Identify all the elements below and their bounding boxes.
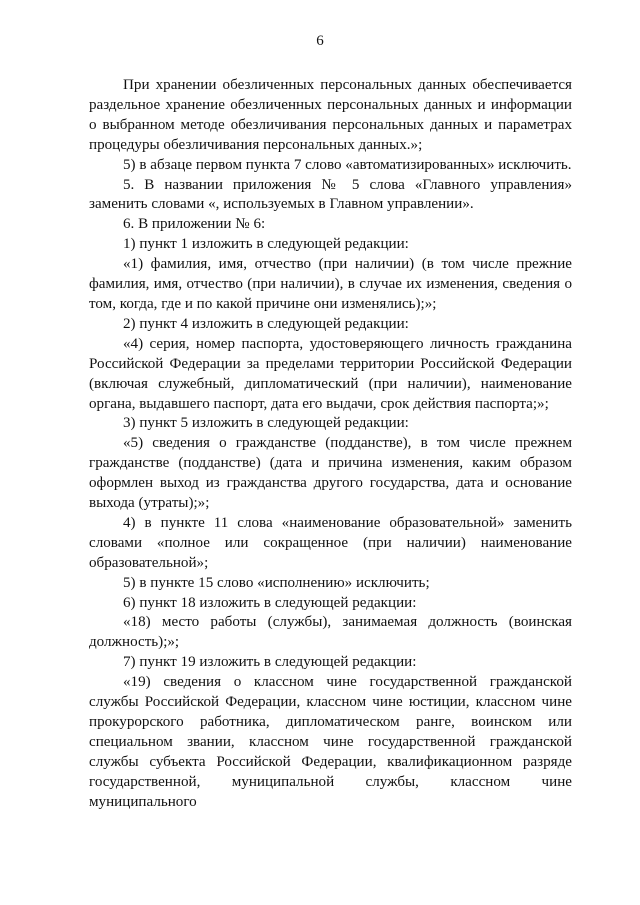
paragraph-item-18-text: «18) место работы (службы), занимаемая должность (воинская должность);»; bbox=[89, 614, 572, 651]
paragraph-item-6-heading: 6) пункт 18 изложить в следующей редакции: bbox=[123, 594, 417, 611]
document-body bbox=[89, 76, 572, 813]
paragraph-item-4-point-11: 4) в пункте 11 слова «наименование образовательной» заменить словами «полное или сокращенное (при наличии) наименование образовательной»; bbox=[89, 514, 572, 571]
paragraph-item-1-text: «1) фамилия, имя, отчество (при наличии) (в том числе прежние фамилия, имя, отчество (при наличии), в случае их изменения, сведения о том, когда, где и по какой причине они изменялись);»; bbox=[89, 256, 572, 312]
paragraph-item-5-text: «5) сведения о гражданстве (подданстве), в том числе прежнем гражданстве (подданстве) (дата и причина изменения, каким образом оформлен выход из гражданства другого государства, дата и основание выхода (утраты);»; bbox=[89, 435, 572, 512]
paragraph-item-1-heading: 1) пункт 1 изложить в следующей редакции: bbox=[123, 236, 409, 253]
paragraph-item-7-heading: 7) пункт 19 изложить в следующей редакции: bbox=[123, 654, 417, 671]
page-number: 6 bbox=[316, 33, 324, 49]
paragraph-item-2-heading: 2) пункт 4 изложить в следующей редакции: bbox=[123, 315, 409, 332]
paragraph-item-5-paragraph-7: 5) в абзаце первом пункта 7 слово «автоматизированных» исключить. bbox=[123, 156, 572, 173]
paragraph-section-5-appendix-5: 5. В названии приложения № 5 слова «Главного управления» заменить словами «, используемых в Главном управлении». bbox=[89, 176, 572, 213]
paragraph-item-4-text: «4) серия, номер паспорта, удостоверяющего личность гражданина Российской Федерации за пределами территории Российской Федерации (включая служебный, дипломатический (при наличии), наименование органа, выдавшего паспорт, дата его выдачи, срок действия паспорта;»; bbox=[89, 335, 572, 412]
paragraph-section-6-heading: 6. В приложении № 6: bbox=[123, 216, 266, 233]
paragraph-item-19-text: «19) сведения о классном чине государственной гражданской службы Российской Федерации, классном чине юстиции, классном чине прокурорского работника, дипломатическом ранге, воинском или специальном звании, классном чине государственной гражданской службы субъекта Российской Федерации, квалификационном разряде государственной, муниципальной службы, классном чине муниципального bbox=[89, 674, 572, 810]
paragraph-anonymized-storage: При хранении обезличенных персональных данных обеспечивается раздельное хранение обезличенных персональных данных и информации о выбранном методе обезличивания персональных данных и параметрах процедуры обезличивания персональных данных.»; bbox=[89, 77, 572, 153]
paragraph-item-3-heading: 3) пункт 5 изложить в следующей редакции: bbox=[123, 415, 409, 432]
paragraph-item-5-point-15: 5) в пункте 15 слово «исполнению» исключить; bbox=[123, 574, 430, 591]
